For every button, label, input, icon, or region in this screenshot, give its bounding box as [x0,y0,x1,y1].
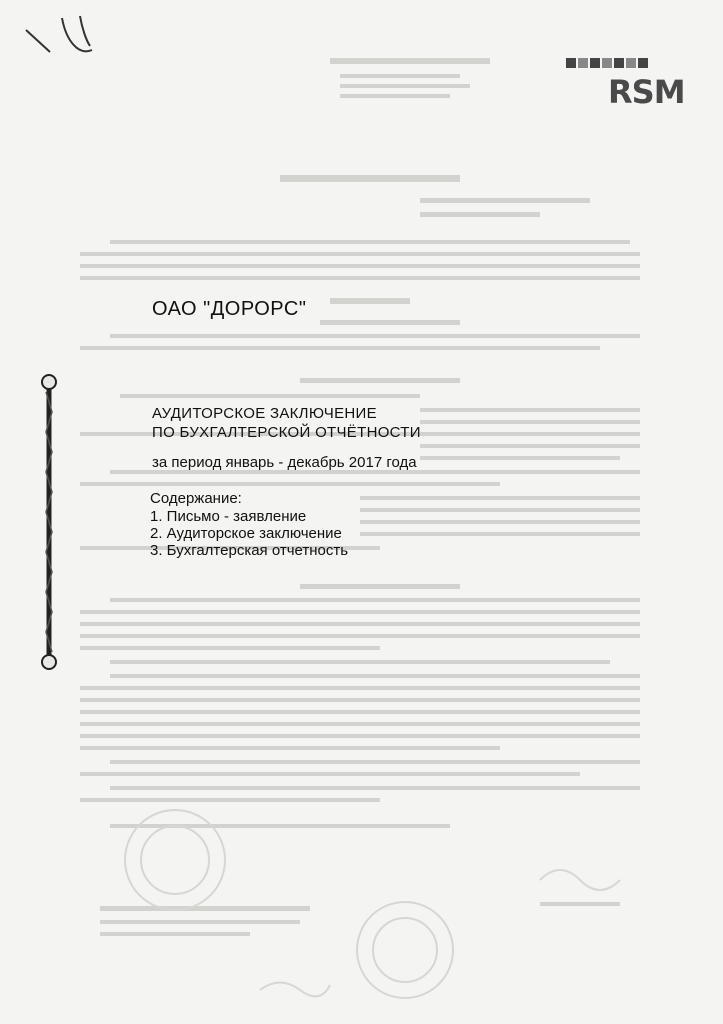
report-title-line-2: ПО БУХГАЛТЕРСКОЙ ОТЧЁТНОСТИ [152,424,421,441]
report-title-line-1: АУДИТОРСКОЕ ЗАКЛЮЧЕНИЕ [152,405,377,422]
contents-item: 3. Бухгалтерская отчетность [150,542,349,559]
binding-thread [34,372,64,672]
contents-label: Содержание: [150,490,242,507]
contents-item: 1. Письмо - заявление [150,508,307,525]
handwritten-mark [20,10,100,70]
logo-text: RSM [608,73,685,111]
logo-squares [566,55,650,73]
contents-list [150,508,348,559]
report-title [152,404,421,442]
report-period: за период январь - декабрь 2017 года [152,454,417,471]
rsm-logo [560,55,700,115]
company-name: ОАО "ДОРОРС" [152,298,307,320]
contents-item: 2. Аудиторское заключение [150,525,342,542]
